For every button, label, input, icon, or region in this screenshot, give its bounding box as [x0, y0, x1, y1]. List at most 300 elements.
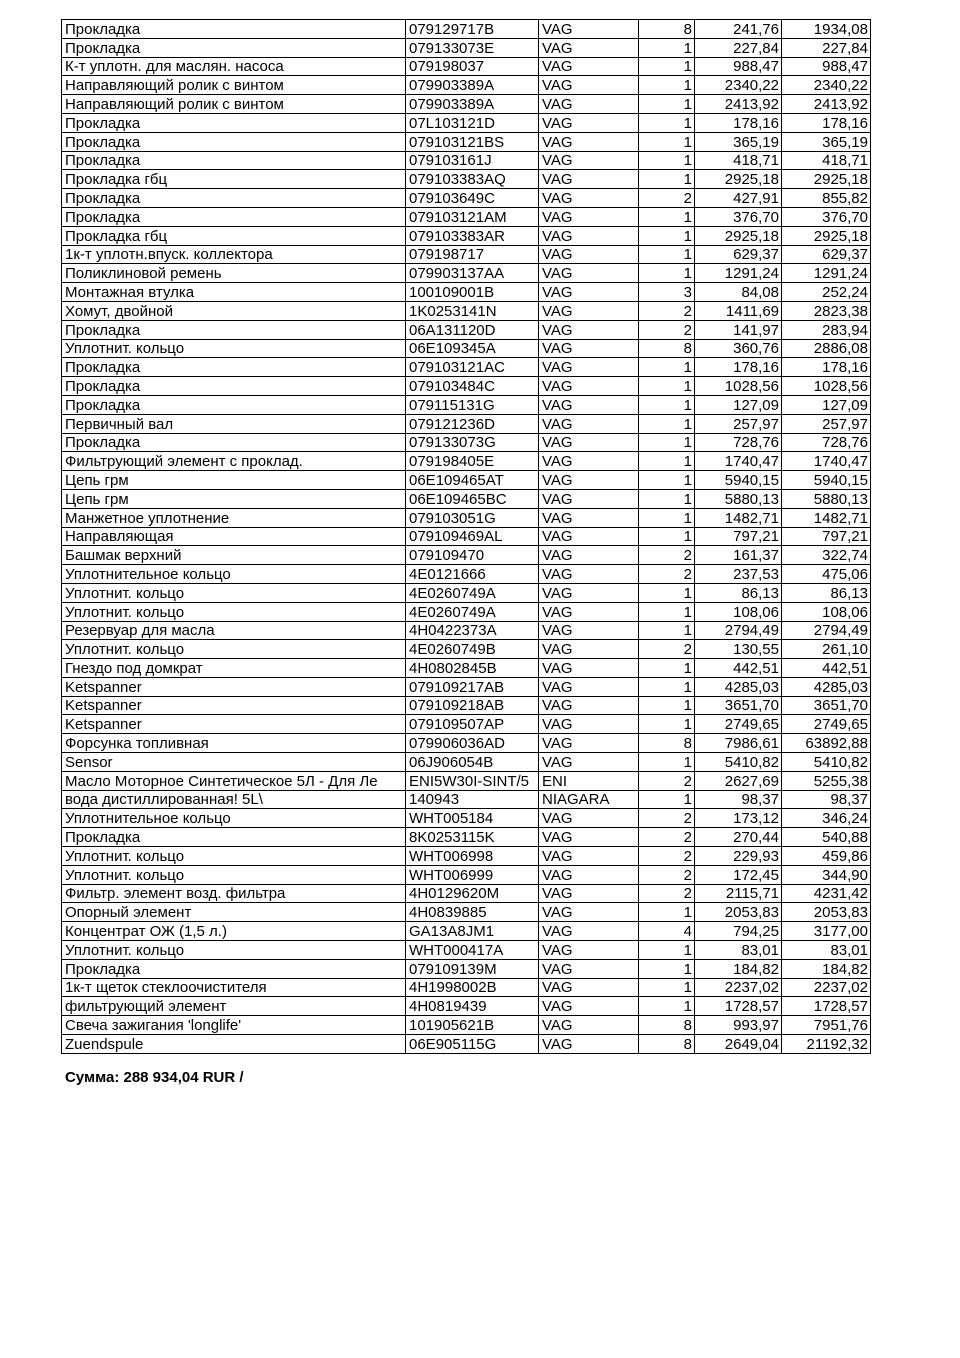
price-cell: 227,84 [695, 38, 782, 57]
sum-cell: 127,09 [782, 395, 871, 414]
part-number-cell: 079198405E [406, 452, 539, 471]
sum-cell: 322,74 [782, 546, 871, 565]
part-number-cell: 8K0253115K [406, 828, 539, 847]
parts-table [61, 19, 871, 1054]
quantity-cell: 2 [639, 884, 695, 903]
sum-cell: 629,37 [782, 245, 871, 264]
price-cell: 728,76 [695, 433, 782, 452]
price-cell: 2053,83 [695, 903, 782, 922]
brand-cell: VAG [539, 358, 639, 377]
sum-cell: 2925,18 [782, 226, 871, 245]
part-number-cell: 079198717 [406, 245, 539, 264]
brand-cell: VAG [539, 57, 639, 76]
quantity-cell: 1 [639, 151, 695, 170]
brand-cell: VAG [539, 339, 639, 358]
quantity-cell: 2 [639, 865, 695, 884]
table-row [62, 828, 871, 847]
brand-cell: VAG [539, 471, 639, 490]
part-number-cell: 06E109465AT [406, 471, 539, 490]
part-name-cell: 1к-т щеток стеклоочистителя [62, 978, 406, 997]
quantity-cell: 2 [639, 301, 695, 320]
quantity-cell: 2 [639, 847, 695, 866]
sum-cell: 418,71 [782, 151, 871, 170]
price-cell: 2237,02 [695, 978, 782, 997]
table-row [62, 132, 871, 151]
price-cell: 178,16 [695, 358, 782, 377]
part-name-cell: Фильтр. элемент возд. фильтра [62, 884, 406, 903]
price-cell: 360,76 [695, 339, 782, 358]
price-cell: 629,37 [695, 245, 782, 264]
brand-cell: VAG [539, 546, 639, 565]
sum-cell: 2823,38 [782, 301, 871, 320]
price-cell: 1028,56 [695, 377, 782, 396]
sum-cell: 346,24 [782, 809, 871, 828]
quantity-cell: 1 [639, 395, 695, 414]
sum-cell: 4231,42 [782, 884, 871, 903]
part-number-cell: ENI5W30I-SINT/5 [406, 771, 539, 790]
sum-cell: 227,84 [782, 38, 871, 57]
sum-cell: 1728,57 [782, 997, 871, 1016]
part-name-cell: Цепь грм [62, 489, 406, 508]
part-number-cell: 079103051G [406, 508, 539, 527]
table-row [62, 640, 871, 659]
price-cell: 127,09 [695, 395, 782, 414]
price-cell: 2340,22 [695, 76, 782, 95]
sum-cell: 3651,70 [782, 696, 871, 715]
sum-cell: 178,16 [782, 358, 871, 377]
brand-cell: VAG [539, 602, 639, 621]
table-row [62, 57, 871, 76]
quantity-cell: 1 [639, 659, 695, 678]
part-number-cell: 079109507AP [406, 715, 539, 734]
sum-cell: 2925,18 [782, 170, 871, 189]
table-row [62, 395, 871, 414]
table-row [62, 452, 871, 471]
sum-cell: 108,06 [782, 602, 871, 621]
price-cell: 2925,18 [695, 226, 782, 245]
part-name-cell: Прокладка [62, 132, 406, 151]
quantity-cell: 1 [639, 903, 695, 922]
sum-cell: 365,19 [782, 132, 871, 151]
sum-cell: 2053,83 [782, 903, 871, 922]
price-cell: 237,53 [695, 565, 782, 584]
quantity-cell: 2 [639, 809, 695, 828]
sum-cell: 376,70 [782, 207, 871, 226]
quantity-cell: 1 [639, 226, 695, 245]
part-name-cell: Масло Моторное Синтетическое 5Л - Для Ле [62, 771, 406, 790]
brand-cell: VAG [539, 395, 639, 414]
sum-cell: 2886,08 [782, 339, 871, 358]
part-name-cell: Ketspanner [62, 715, 406, 734]
sum-cell: 2749,65 [782, 715, 871, 734]
price-cell: 173,12 [695, 809, 782, 828]
table-row [62, 734, 871, 753]
part-name-cell: Прокладка [62, 20, 406, 39]
brand-cell: VAG [539, 151, 639, 170]
part-number-cell: 06J906054B [406, 753, 539, 772]
quantity-cell: 1 [639, 602, 695, 621]
table-row [62, 189, 871, 208]
part-name-cell: Прокладка [62, 207, 406, 226]
quantity-cell: 1 [639, 715, 695, 734]
part-name-cell: Прокладка [62, 320, 406, 339]
quantity-cell: 1 [639, 264, 695, 283]
table-row [62, 433, 871, 452]
table-row [62, 489, 871, 508]
brand-cell: VAG [539, 207, 639, 226]
brand-cell: VAG [539, 565, 639, 584]
quantity-cell: 1 [639, 508, 695, 527]
part-name-cell: Направляющий ролик с винтом [62, 76, 406, 95]
part-name-cell: Прокладка [62, 959, 406, 978]
table-row [62, 847, 871, 866]
price-cell: 988,47 [695, 57, 782, 76]
part-name-cell: Резервуар для масла [62, 621, 406, 640]
sum-cell: 728,76 [782, 433, 871, 452]
quantity-cell: 1 [639, 471, 695, 490]
price-cell: 2794,49 [695, 621, 782, 640]
part-name-cell: Башмак верхний [62, 546, 406, 565]
part-number-cell: 079109139M [406, 959, 539, 978]
part-name-cell: Прокладка [62, 189, 406, 208]
part-number-cell: 079906036AD [406, 734, 539, 753]
table-row [62, 978, 871, 997]
brand-cell: VAG [539, 941, 639, 960]
brand-cell: VAG [539, 847, 639, 866]
price-cell: 83,01 [695, 941, 782, 960]
table-row [62, 1016, 871, 1035]
quantity-cell: 1 [639, 76, 695, 95]
table-row [62, 20, 871, 39]
quantity-cell: 2 [639, 565, 695, 584]
quantity-cell: 1 [639, 207, 695, 226]
brand-cell: VAG [539, 959, 639, 978]
brand-cell: VAG [539, 997, 639, 1016]
part-number-cell: 079115131G [406, 395, 539, 414]
part-number-cell: 4H0839885 [406, 903, 539, 922]
brand-cell: VAG [539, 245, 639, 264]
brand-cell: VAG [539, 677, 639, 696]
part-number-cell: 079121236D [406, 414, 539, 433]
part-number-cell: 079903137AA [406, 264, 539, 283]
price-cell: 84,08 [695, 283, 782, 302]
brand-cell: VAG [539, 489, 639, 508]
part-name-cell: Манжетное уплотнение [62, 508, 406, 527]
sum-cell: 4285,03 [782, 677, 871, 696]
part-name-cell: Первичный вал [62, 414, 406, 433]
part-name-cell: Фильтрующий элемент с проклад. [62, 452, 406, 471]
brand-cell: VAG [539, 659, 639, 678]
part-number-cell: WHT005184 [406, 809, 539, 828]
sum-cell: 86,13 [782, 583, 871, 602]
quantity-cell: 1 [639, 358, 695, 377]
price-cell: 2749,65 [695, 715, 782, 734]
table-row [62, 621, 871, 640]
part-number-cell: 4H0819439 [406, 997, 539, 1016]
brand-cell: VAG [539, 508, 639, 527]
sum-cell: 2340,22 [782, 76, 871, 95]
part-name-cell: Прокладка гбц [62, 226, 406, 245]
table-row [62, 790, 871, 809]
brand-cell: VAG [539, 452, 639, 471]
part-number-cell: 4E0260749B [406, 640, 539, 659]
table-row [62, 753, 871, 772]
quantity-cell: 1 [639, 677, 695, 696]
part-number-cell: 4E0260749A [406, 602, 539, 621]
table-row [62, 377, 871, 396]
part-number-cell: 079103383AQ [406, 170, 539, 189]
table-row [62, 959, 871, 978]
sum-cell: 540,88 [782, 828, 871, 847]
part-name-cell: Zuendspule [62, 1035, 406, 1054]
quantity-cell: 8 [639, 20, 695, 39]
price-cell: 1740,47 [695, 452, 782, 471]
brand-cell: VAG [539, 715, 639, 734]
quantity-cell: 2 [639, 828, 695, 847]
part-number-cell: 4E0260749A [406, 583, 539, 602]
sum-cell: 283,94 [782, 320, 871, 339]
price-cell: 98,37 [695, 790, 782, 809]
table-row [62, 565, 871, 584]
quantity-cell: 1 [639, 997, 695, 1016]
part-number-cell: 1K0253141N [406, 301, 539, 320]
price-cell: 1728,57 [695, 997, 782, 1016]
table-row [62, 1035, 871, 1054]
table-row [62, 715, 871, 734]
sum-cell: 184,82 [782, 959, 871, 978]
price-cell: 2925,18 [695, 170, 782, 189]
part-number-cell: 079133073G [406, 433, 539, 452]
brand-cell: VAG [539, 113, 639, 132]
table-row [62, 339, 871, 358]
sum-cell: 7951,76 [782, 1016, 871, 1035]
brand-cell: VAG [539, 1035, 639, 1054]
quantity-cell: 1 [639, 414, 695, 433]
sum-cell: 5940,15 [782, 471, 871, 490]
table-row [62, 151, 871, 170]
table-row [62, 696, 871, 715]
part-name-cell: Уплотнительное кольцо [62, 809, 406, 828]
part-name-cell: Прокладка [62, 358, 406, 377]
price-cell: 797,21 [695, 527, 782, 546]
table-row [62, 76, 871, 95]
quantity-cell: 1 [639, 790, 695, 809]
part-number-cell: 079103649C [406, 189, 539, 208]
part-number-cell: WHT006998 [406, 847, 539, 866]
price-cell: 5940,15 [695, 471, 782, 490]
brand-cell: VAG [539, 828, 639, 847]
price-cell: 270,44 [695, 828, 782, 847]
brand-cell: VAG [539, 132, 639, 151]
quantity-cell: 1 [639, 433, 695, 452]
part-name-cell: Цепь грм [62, 471, 406, 490]
sum-cell: 21192,32 [782, 1035, 871, 1054]
part-name-cell: Уплотнительное кольцо [62, 565, 406, 584]
parts-table-body [62, 20, 871, 1054]
price-cell: 3651,70 [695, 696, 782, 715]
table-row [62, 602, 871, 621]
brand-cell: VAG [539, 414, 639, 433]
part-name-cell: Гнездо под домкрат [62, 659, 406, 678]
brand-cell: VAG [539, 170, 639, 189]
part-name-cell: Направляющая [62, 527, 406, 546]
part-number-cell: 140943 [406, 790, 539, 809]
table-row [62, 546, 871, 565]
brand-cell: VAG [539, 734, 639, 753]
table-row [62, 414, 871, 433]
quantity-cell: 1 [639, 132, 695, 151]
part-name-cell: Свеча зажигания 'longlife' [62, 1016, 406, 1035]
brand-cell: VAG [539, 640, 639, 659]
sum-cell: 83,01 [782, 941, 871, 960]
brand-cell: NIAGARA [539, 790, 639, 809]
price-cell: 141,97 [695, 320, 782, 339]
part-name-cell: Уплотнит. кольцо [62, 339, 406, 358]
sum-cell: 797,21 [782, 527, 871, 546]
part-name-cell: Уплотнит. кольцо [62, 602, 406, 621]
sum-cell: 988,47 [782, 57, 871, 76]
sum-cell: 178,16 [782, 113, 871, 132]
table-row [62, 508, 871, 527]
part-number-cell: 100109001B [406, 283, 539, 302]
table-row [62, 659, 871, 678]
quantity-cell: 1 [639, 941, 695, 960]
sum-cell: 257,97 [782, 414, 871, 433]
quantity-cell: 1 [639, 57, 695, 76]
part-name-cell: Прокладка [62, 38, 406, 57]
price-cell: 5880,13 [695, 489, 782, 508]
part-name-cell: Прокладка [62, 828, 406, 847]
table-row [62, 170, 871, 189]
part-name-cell: Уплотнит. кольцо [62, 865, 406, 884]
table-row [62, 677, 871, 696]
part-number-cell: 06A131120D [406, 320, 539, 339]
part-number-cell: 079109470 [406, 546, 539, 565]
quantity-cell: 1 [639, 959, 695, 978]
quantity-cell: 1 [639, 38, 695, 57]
table-row [62, 95, 871, 114]
table-row [62, 865, 871, 884]
price-cell: 1291,24 [695, 264, 782, 283]
brand-cell: VAG [539, 1016, 639, 1035]
part-number-cell: 079133073E [406, 38, 539, 57]
quantity-cell: 1 [639, 377, 695, 396]
price-cell: 2649,04 [695, 1035, 782, 1054]
part-number-cell: 07L103121D [406, 113, 539, 132]
part-number-cell: 4H0802845B [406, 659, 539, 678]
quantity-cell: 2 [639, 189, 695, 208]
price-cell: 418,71 [695, 151, 782, 170]
part-name-cell: Хомут, двойной [62, 301, 406, 320]
price-cell: 184,82 [695, 959, 782, 978]
table-row [62, 771, 871, 790]
quantity-cell: 1 [639, 621, 695, 640]
sum-cell: 459,86 [782, 847, 871, 866]
part-number-cell: 4H0422373A [406, 621, 539, 640]
part-number-cell: 079129717B [406, 20, 539, 39]
price-cell: 993,97 [695, 1016, 782, 1035]
price-cell: 442,51 [695, 659, 782, 678]
sum-cell: 1291,24 [782, 264, 871, 283]
part-name-cell: Прокладка [62, 113, 406, 132]
part-name-cell: Концентрат ОЖ (1,5 л.) [62, 922, 406, 941]
sum-cell: 1934,08 [782, 20, 871, 39]
price-cell: 376,70 [695, 207, 782, 226]
table-row [62, 113, 871, 132]
part-name-cell: Прокладка [62, 395, 406, 414]
sum-cell: 855,82 [782, 189, 871, 208]
table-row [62, 903, 871, 922]
brand-cell: VAG [539, 433, 639, 452]
price-cell: 365,19 [695, 132, 782, 151]
brand-cell: VAG [539, 95, 639, 114]
brand-cell: VAG [539, 264, 639, 283]
brand-cell: VAG [539, 527, 639, 546]
price-cell: 172,45 [695, 865, 782, 884]
sum-cell: 1740,47 [782, 452, 871, 471]
sum-cell: 5880,13 [782, 489, 871, 508]
part-name-cell: Уплотнит. кольцо [62, 583, 406, 602]
table-row [62, 358, 871, 377]
price-cell: 1482,71 [695, 508, 782, 527]
sum-cell: 252,24 [782, 283, 871, 302]
part-number-cell: 4H0129620M [406, 884, 539, 903]
part-number-cell: 079903389A [406, 76, 539, 95]
table-row [62, 922, 871, 941]
quantity-cell: 1 [639, 452, 695, 471]
quantity-cell: 8 [639, 734, 695, 753]
sum-cell: 5410,82 [782, 753, 871, 772]
sum-cell: 98,37 [782, 790, 871, 809]
part-number-cell: 079103121AC [406, 358, 539, 377]
quantity-cell: 1 [639, 527, 695, 546]
table-row [62, 997, 871, 1016]
quantity-cell: 8 [639, 1035, 695, 1054]
brand-cell: VAG [539, 20, 639, 39]
table-row [62, 301, 871, 320]
part-name-cell: К-т уплотн. для маслян. насоса [62, 57, 406, 76]
price-cell: 229,93 [695, 847, 782, 866]
brand-cell: VAG [539, 922, 639, 941]
part-number-cell: 06E109345A [406, 339, 539, 358]
brand-cell: VAG [539, 320, 639, 339]
part-number-cell: 079103484C [406, 377, 539, 396]
sum-cell: 2794,49 [782, 621, 871, 640]
price-cell: 2413,92 [695, 95, 782, 114]
part-number-cell: 06E905115G [406, 1035, 539, 1054]
price-cell: 7986,61 [695, 734, 782, 753]
part-number-cell: 079903389A [406, 95, 539, 114]
quantity-cell: 1 [639, 245, 695, 264]
part-number-cell: 4H1998002B [406, 978, 539, 997]
brand-cell: VAG [539, 583, 639, 602]
brand-cell: VAG [539, 809, 639, 828]
price-cell: 427,91 [695, 189, 782, 208]
table-row [62, 245, 871, 264]
brand-cell: VAG [539, 38, 639, 57]
table-row [62, 283, 871, 302]
brand-cell: VAG [539, 377, 639, 396]
quantity-cell: 8 [639, 1016, 695, 1035]
part-number-cell: 101905621B [406, 1016, 539, 1035]
quantity-cell: 1 [639, 95, 695, 114]
sum-cell: 2237,02 [782, 978, 871, 997]
part-name-cell: Ketspanner [62, 677, 406, 696]
quantity-cell: 2 [639, 546, 695, 565]
sum-cell: 3177,00 [782, 922, 871, 941]
brand-cell: VAG [539, 283, 639, 302]
price-cell: 241,76 [695, 20, 782, 39]
